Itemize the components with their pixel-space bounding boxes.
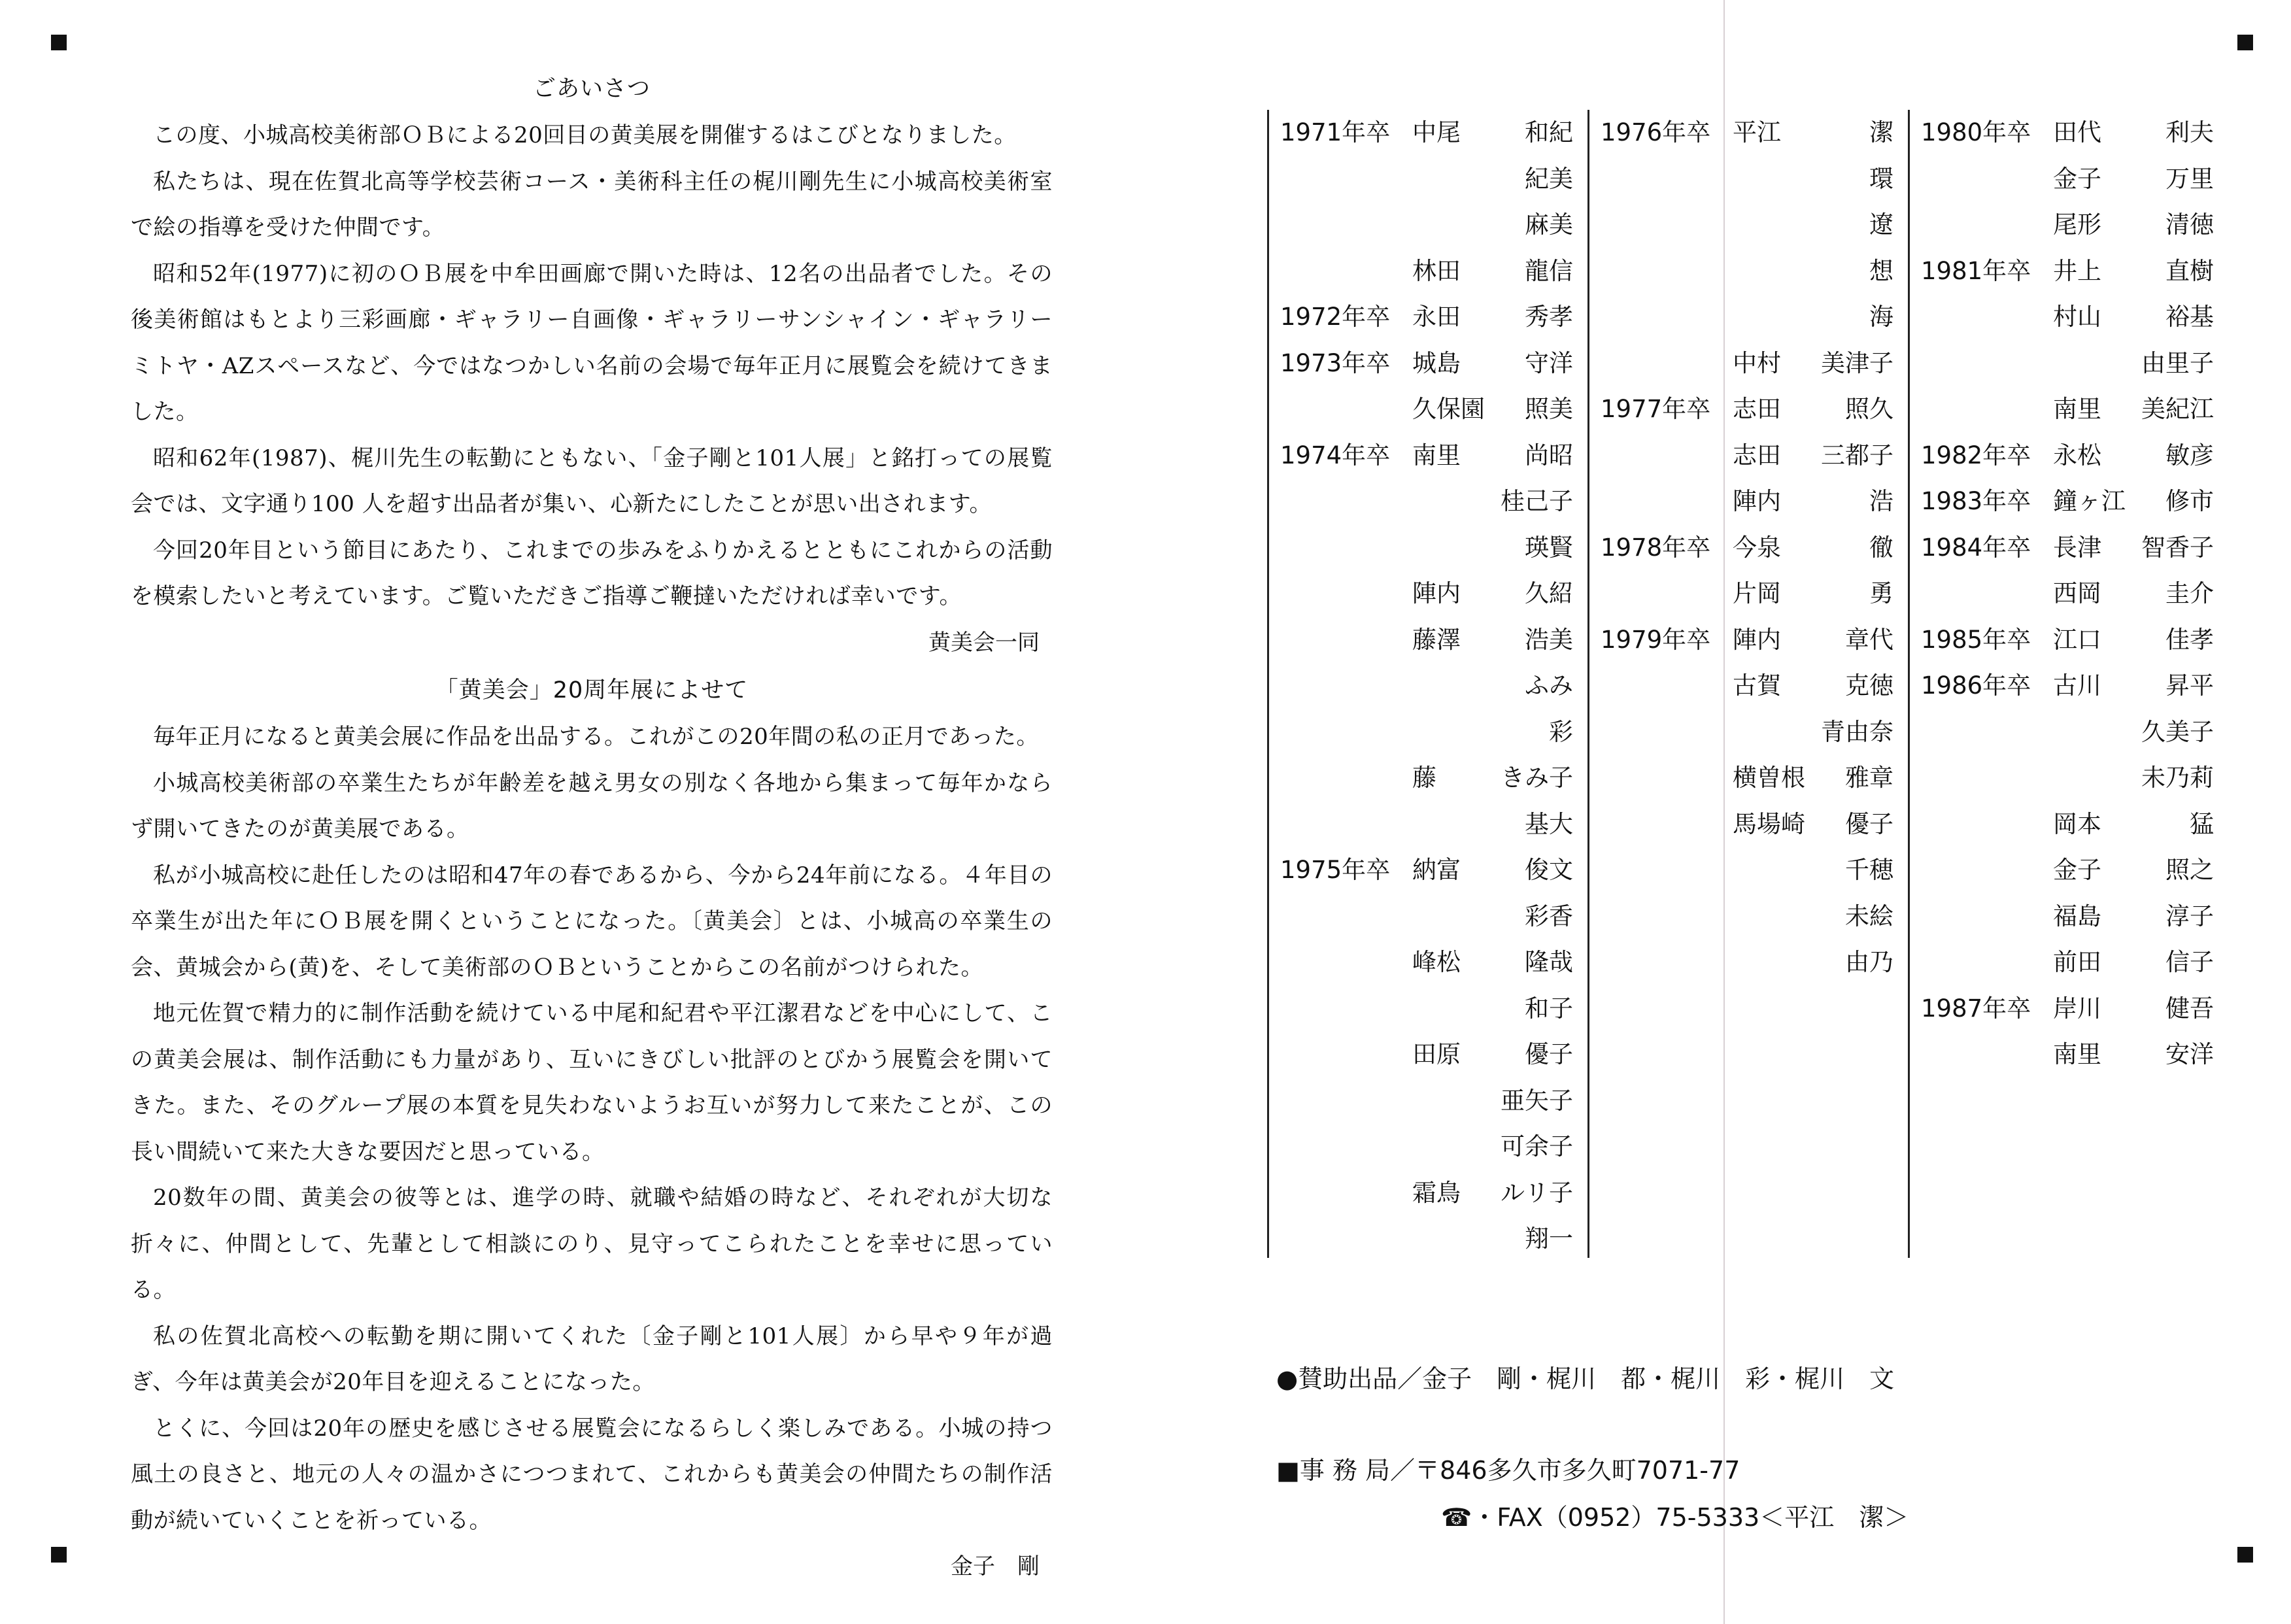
roster-row bbox=[1921, 386, 2214, 432]
member-given-name: 照之 bbox=[2165, 856, 2214, 884]
registration-mark-bottom-right bbox=[2237, 1547, 2253, 1563]
roster-column bbox=[1601, 110, 1893, 1258]
graduation-year: 1979年卒 bbox=[1601, 625, 1711, 654]
roster-row bbox=[1280, 755, 1573, 801]
greeting-paragraph: 昭和52年(1977)に初のＯＢ展を中牟田画廊で開いた時は、12名の出品者でした。その後美術館はもとより三彩画廊・ギャラリー自画像・ギャラリーサンシャイン・ギャラリーミトヤ・AZスペースなど、今ではなつかしい名前の会場で毎年正月に展覧会を続けてきました。 bbox=[131, 260, 1053, 425]
roster-row bbox=[1921, 294, 2214, 340]
member-surname: 陣内 bbox=[1733, 625, 1781, 654]
roster-row bbox=[1280, 294, 1573, 340]
roster-row bbox=[1601, 663, 1893, 709]
member-given-name: 安洋 bbox=[2165, 1040, 2214, 1068]
member-surname: 峰松 bbox=[1412, 948, 1461, 976]
column-divider bbox=[1908, 110, 1910, 1258]
member-surname: 西岡 bbox=[2053, 579, 2101, 607]
roster-row bbox=[1280, 386, 1573, 432]
graduation-year: 1975年卒 bbox=[1280, 856, 1391, 884]
roster-row bbox=[1921, 156, 2214, 202]
roster-row bbox=[1601, 525, 1893, 571]
member-given-name: 由里子 bbox=[2141, 348, 2214, 377]
roster-row bbox=[1921, 709, 2214, 755]
member-given-name: 圭介 bbox=[2165, 579, 2214, 607]
roster-row bbox=[1280, 156, 1573, 202]
member-surname: 馬場崎 bbox=[1733, 809, 1805, 838]
member-surname: 長津 bbox=[2053, 533, 2101, 562]
roster-row bbox=[1280, 479, 1573, 524]
member-surname: 陣内 bbox=[1412, 579, 1461, 607]
member-given-name: 由乃 bbox=[1845, 948, 1893, 976]
member-surname: 片岡 bbox=[1733, 579, 1781, 607]
member-given-name: 万里 bbox=[2165, 164, 2214, 193]
member-given-name: 未絵 bbox=[1845, 902, 1893, 930]
member-given-name: 亜矢子 bbox=[1501, 1086, 1573, 1115]
roster-row bbox=[1280, 663, 1573, 709]
graduation-year: 1978年卒 bbox=[1601, 533, 1711, 562]
roster-row bbox=[1280, 1032, 1573, 1077]
member-given-name: 敏彦 bbox=[2165, 441, 2214, 469]
member-given-name: 章代 bbox=[1845, 625, 1893, 654]
member-given-name: ふみ bbox=[1525, 671, 1573, 700]
roster-row bbox=[1921, 894, 2214, 939]
member-given-name: 桂己子 bbox=[1501, 487, 1573, 515]
greeting-title: ごあいさつ bbox=[532, 76, 651, 102]
member-given-name: 想 bbox=[1869, 256, 1893, 285]
roster-column bbox=[1280, 110, 1573, 1258]
graduation-year: 1986年卒 bbox=[1921, 671, 2031, 700]
member-surname: 林田 bbox=[1412, 256, 1461, 285]
member-given-name: 雅章 bbox=[1845, 764, 1893, 792]
roster-row bbox=[1601, 294, 1893, 340]
member-given-name: 淳子 bbox=[2165, 902, 2214, 930]
roster-row bbox=[1280, 248, 1573, 294]
roster-row bbox=[1601, 939, 1893, 985]
member-roster bbox=[1267, 110, 2215, 1258]
member-given-name: 美紀江 bbox=[2141, 395, 2214, 423]
member-given-name: 海 bbox=[1869, 303, 1893, 331]
graduation-year: 1976年卒 bbox=[1601, 118, 1711, 146]
member-surname: 横曽根 bbox=[1733, 764, 1805, 792]
member-surname: 永田 bbox=[1412, 303, 1461, 331]
roster-row bbox=[1280, 433, 1573, 479]
roster-row bbox=[1921, 802, 2214, 847]
member-surname: 今泉 bbox=[1733, 533, 1781, 562]
member-given-name: 潔 bbox=[1869, 118, 1893, 146]
roster-row bbox=[1601, 571, 1893, 617]
tribute-paragraph: 毎年正月になると黄美会展に作品を出品する。これがこの20年間の私の正月であった。 bbox=[153, 724, 1039, 750]
roster-row bbox=[1280, 202, 1573, 248]
member-given-name: 健吾 bbox=[2165, 994, 2214, 1023]
roster-row bbox=[1921, 847, 2214, 893]
member-given-name: 優子 bbox=[1525, 1040, 1573, 1068]
member-given-name: 照美 bbox=[1525, 395, 1573, 423]
member-surname: 金子 bbox=[2053, 856, 2101, 884]
roster-row bbox=[1601, 341, 1893, 386]
member-given-name: 尚昭 bbox=[1525, 441, 1573, 469]
roster-row bbox=[1280, 847, 1573, 893]
member-surname: 城島 bbox=[1412, 348, 1461, 377]
member-given-name: 利夫 bbox=[2165, 118, 2214, 146]
graduation-year: 1985年卒 bbox=[1921, 625, 2031, 654]
member-given-name: 彩香 bbox=[1525, 902, 1573, 930]
greeting-paragraph: 私たちは、現在佐賀北高等学校芸術コース・美術科主任の梶川剛先生に小城高校美術室で絵の指導を受けた仲間です。 bbox=[131, 168, 1053, 241]
member-given-name: 美津子 bbox=[1821, 348, 1893, 377]
registration-mark-top-right bbox=[2237, 35, 2253, 50]
sponsor-line: ●賛助出品／金子 剛・梶川 都・梶川 彩・梶川 文 bbox=[1276, 1364, 1895, 1393]
member-given-name: 環 bbox=[1869, 164, 1893, 193]
member-surname: 古賀 bbox=[1733, 671, 1781, 700]
tribute-paragraph: 私が小城高校に赴任したのは昭和47年の春であるから、今から24年前になる。４年目の卒業生が出た年にＯＢ展を開くということになった。〔黄美会〕とは、小城高の卒業生の会、黄城会から(黄)を、そして美術部のＯＢということからこの名前がつけられた。 bbox=[131, 862, 1053, 981]
member-given-name: 三都子 bbox=[1821, 441, 1893, 469]
roster-row bbox=[1601, 110, 1893, 156]
member-surname: 古川 bbox=[2053, 671, 2101, 700]
roster-row bbox=[1921, 479, 2214, 524]
member-given-name: 直樹 bbox=[2165, 256, 2214, 285]
roster-row bbox=[1921, 939, 2214, 985]
greeting-signature: 黄美会一同 bbox=[928, 629, 1040, 656]
tribute-paragraph: 地元佐賀で精力的に制作活動を続けている中尾和紀君や平江潔君などを中心にして、この黄美会展は、制作活動にも力量があり、互いにきびしい批評のとびかう展覧会を開いてきた。また、そのグループ展の本質を見失わないようお互いが努力して来たことが、この長い間続いて来た大きな要因だと思っている。 bbox=[131, 1000, 1053, 1165]
roster-row bbox=[1601, 617, 1893, 663]
tribute-paragraph: とくに、今回は20年の歴史を感じさせる展覧会になるらしく楽しみである。小城の持つ風土の良さと、地元の人々の温かさにつつまれて、これからも黄美会の仲間たちの制作活動が続いていくことを祈っている。 bbox=[131, 1415, 1053, 1534]
member-given-name: 千穂 bbox=[1845, 856, 1893, 884]
roster-row bbox=[1601, 755, 1893, 801]
member-given-name: 秀孝 bbox=[1525, 303, 1573, 331]
member-given-name: ルリ子 bbox=[1501, 1178, 1573, 1207]
roster-row bbox=[1921, 617, 2214, 663]
member-given-name: 優子 bbox=[1845, 809, 1893, 838]
member-given-name: 彩 bbox=[1549, 717, 1573, 746]
member-surname: 納富 bbox=[1412, 856, 1461, 884]
tribute-paragraph: 小城高校美術部の卒業生たちが年齢差を越え男女の別なく各地から集まって毎年かならず開いてきたのが黄美展である。 bbox=[131, 770, 1053, 842]
member-surname: 志田 bbox=[1733, 441, 1781, 469]
left-page bbox=[131, 65, 1053, 1597]
roster-row bbox=[1601, 248, 1893, 294]
member-given-name: きみ子 bbox=[1501, 764, 1573, 792]
graduation-year: 1980年卒 bbox=[1921, 118, 2031, 146]
member-given-name: 信子 bbox=[2165, 948, 2214, 976]
roster-row bbox=[1921, 571, 2214, 617]
member-given-name: 浩 bbox=[1869, 487, 1893, 515]
column-divider bbox=[1587, 110, 1589, 1258]
registration-mark-top-left bbox=[51, 35, 67, 50]
member-given-name: 浩美 bbox=[1525, 625, 1573, 654]
column-divider bbox=[1267, 110, 1269, 1258]
roster-row bbox=[1280, 894, 1573, 939]
roster-row bbox=[1601, 156, 1893, 202]
member-surname: 田代 bbox=[2053, 118, 2101, 146]
member-given-name: 裕基 bbox=[2165, 303, 2214, 331]
roster-row bbox=[1280, 986, 1573, 1032]
roster-row bbox=[1921, 248, 2214, 294]
member-surname: 井上 bbox=[2053, 256, 2101, 285]
member-surname: 岸川 bbox=[2053, 994, 2101, 1023]
roster-row bbox=[1601, 386, 1893, 432]
member-surname: 前田 bbox=[2053, 948, 2101, 976]
member-given-name: 和紀 bbox=[1525, 118, 1573, 146]
roster-row bbox=[1280, 939, 1573, 985]
member-surname: 岡本 bbox=[2053, 809, 2101, 838]
graduation-year: 1974年卒 bbox=[1280, 441, 1391, 469]
office-address: ■事 務 局／〒846多久市多久町7071-77 bbox=[1276, 1456, 1740, 1485]
member-surname: 霜鳥 bbox=[1412, 1178, 1461, 1207]
member-given-name: 基大 bbox=[1525, 809, 1573, 838]
graduation-year: 1984年卒 bbox=[1921, 533, 2031, 562]
member-surname: 平江 bbox=[1733, 118, 1781, 146]
member-surname: 南里 bbox=[2053, 395, 2101, 423]
member-surname: 志田 bbox=[1733, 395, 1781, 423]
member-given-name: 修市 bbox=[2165, 487, 2214, 515]
registration-mark-bottom-left bbox=[51, 1547, 67, 1563]
member-given-name: 瑛賢 bbox=[1525, 533, 1573, 562]
member-surname: 鐘ヶ江 bbox=[2053, 487, 2126, 515]
member-given-name: 翔一 bbox=[1525, 1225, 1573, 1253]
member-surname: 金子 bbox=[2053, 164, 2101, 193]
roster-row bbox=[1921, 986, 2214, 1032]
graduation-year: 1982年卒 bbox=[1921, 441, 2031, 469]
member-given-name: 麻美 bbox=[1525, 211, 1573, 239]
roster-row bbox=[1280, 571, 1573, 617]
member-surname: 中村 bbox=[1733, 348, 1781, 377]
roster-row bbox=[1280, 341, 1573, 386]
roster-row bbox=[1921, 525, 2214, 571]
member-given-name: 昇平 bbox=[2165, 671, 2214, 700]
roster-row bbox=[1280, 1124, 1573, 1170]
member-given-name: 俊文 bbox=[1525, 856, 1573, 884]
roster-row bbox=[1280, 525, 1573, 571]
roster-row bbox=[1280, 1216, 1573, 1262]
roster-row bbox=[1921, 341, 2214, 386]
member-given-name: 和子 bbox=[1525, 994, 1573, 1023]
member-given-name: 智香子 bbox=[2141, 533, 2214, 562]
roster-row bbox=[1280, 110, 1573, 156]
graduation-year: 1971年卒 bbox=[1280, 118, 1391, 146]
greeting-paragraph: 今回20年目という節目にあたり、これまでの歩みをふりかえるとともにこれからの活動を模索したいと考えています。ご覧いただきご指導ご鞭撻いただければ幸いです。 bbox=[131, 537, 1053, 609]
member-surname: 南里 bbox=[1412, 441, 1461, 469]
member-surname: 藤 bbox=[1412, 764, 1436, 792]
member-given-name: 勇 bbox=[1869, 579, 1893, 607]
roster-row bbox=[1280, 802, 1573, 847]
roster-row bbox=[1921, 202, 2214, 248]
tribute-title: 「黄美会」20周年展によせて bbox=[435, 677, 749, 703]
member-surname: 永松 bbox=[2053, 441, 2101, 469]
graduation-year: 1972年卒 bbox=[1280, 303, 1391, 331]
member-given-name: 可余子 bbox=[1501, 1132, 1573, 1160]
roster-row bbox=[1601, 894, 1893, 939]
greeting-paragraph: この度、小城高校美術部ＯＢによる20回目の黄美展を開催するはこびとなりました。 bbox=[153, 122, 1017, 148]
roster-row bbox=[1601, 433, 1893, 479]
member-given-name: 隆哉 bbox=[1525, 948, 1573, 976]
member-given-name: 克徳 bbox=[1845, 671, 1893, 700]
roster-row bbox=[1921, 755, 2214, 801]
member-surname: 南里 bbox=[2053, 1040, 2101, 1068]
graduation-year: 1977年卒 bbox=[1601, 395, 1711, 423]
member-given-name: 紀美 bbox=[1525, 164, 1573, 193]
graduation-year: 1973年卒 bbox=[1280, 348, 1391, 377]
member-surname: 福島 bbox=[2053, 902, 2101, 930]
roster-row bbox=[1921, 433, 2214, 479]
member-given-name: 清徳 bbox=[2165, 211, 2214, 239]
roster-row bbox=[1601, 202, 1893, 248]
member-given-name: 照久 bbox=[1845, 395, 1893, 423]
member-given-name: 遼 bbox=[1869, 211, 1893, 239]
roster-row bbox=[1601, 802, 1893, 847]
roster-row bbox=[1280, 1170, 1573, 1216]
member-given-name: 徹 bbox=[1869, 533, 1893, 562]
roster-row bbox=[1280, 617, 1573, 663]
tribute-paragraph: 私の佐賀北高校への転勤を期に開いてくれた〔金子剛と101人展〕から早や９年が過ぎ、今年は黄美会が20年目を迎えることになった。 bbox=[131, 1323, 1053, 1395]
roster-row bbox=[1921, 1032, 2214, 1077]
greeting-paragraph: 昭和62年(1987)、梶川先生の転勤にともない、「金子剛と101人展」と銘打っての展覧会では、文字通り100 人を超す出品者が集い、心新たにしたことが思い出されます。 bbox=[131, 445, 1053, 517]
roster-row bbox=[1280, 1078, 1573, 1124]
member-given-name: 久美子 bbox=[2141, 717, 2214, 746]
member-given-name: 未乃莉 bbox=[2141, 764, 2214, 792]
member-given-name: 龍信 bbox=[1525, 256, 1573, 285]
member-given-name: 猛 bbox=[2190, 809, 2214, 838]
member-surname: 中尾 bbox=[1412, 118, 1461, 146]
roster-row bbox=[1921, 110, 2214, 156]
member-surname: 田原 bbox=[1412, 1040, 1461, 1068]
tribute-paragraph: 20数年の間、黄美会の彼等とは、進学の時、就職や結婚の時など、それぞれが大切な折々に、仲間として、先輩として相談にのり、見守ってこられたことを幸せに思っている。 bbox=[131, 1185, 1053, 1303]
graduation-year: 1987年卒 bbox=[1921, 994, 2031, 1023]
member-given-name: 守洋 bbox=[1525, 348, 1573, 377]
tribute-signature: 金子 剛 bbox=[951, 1553, 1040, 1580]
member-surname: 村山 bbox=[2053, 303, 2101, 331]
member-given-name: 久紹 bbox=[1525, 579, 1573, 607]
office-phone: ☎・FAX（0952）75-5333＜平江 潔＞ bbox=[1441, 1503, 1909, 1532]
member-surname: 陣内 bbox=[1733, 487, 1781, 515]
roster-row bbox=[1601, 709, 1893, 755]
member-surname: 藤澤 bbox=[1412, 625, 1461, 654]
roster-row bbox=[1921, 663, 2214, 709]
roster-column bbox=[1921, 110, 2214, 1258]
member-given-name: 青由奈 bbox=[1821, 717, 1893, 746]
graduation-year: 1981年卒 bbox=[1921, 256, 2031, 285]
member-given-name: 佳孝 bbox=[2165, 625, 2214, 654]
roster-row bbox=[1601, 847, 1893, 893]
roster-row bbox=[1601, 479, 1893, 524]
roster-row bbox=[1280, 709, 1573, 755]
member-surname: 尾形 bbox=[2053, 211, 2101, 239]
member-surname: 江口 bbox=[2053, 625, 2101, 654]
member-surname: 久保園 bbox=[1412, 395, 1485, 423]
graduation-year: 1983年卒 bbox=[1921, 487, 2031, 515]
